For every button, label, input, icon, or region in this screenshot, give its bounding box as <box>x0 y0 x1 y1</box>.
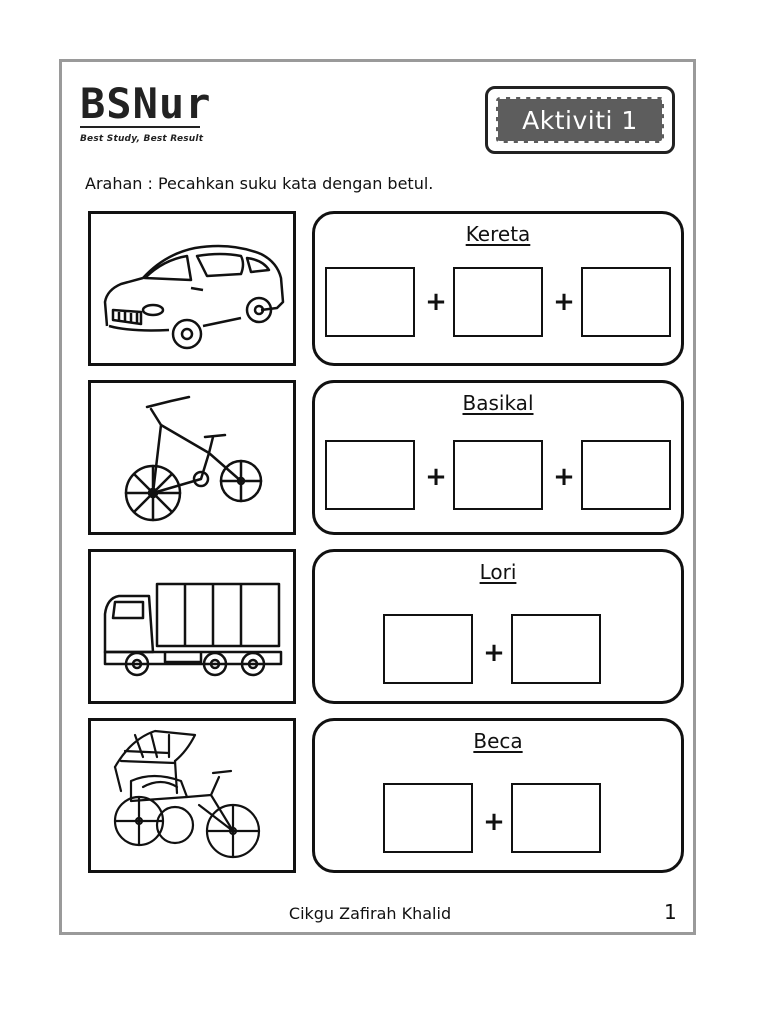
lorry-picture-frame <box>88 549 296 704</box>
word-title: Basikal <box>462 391 534 415</box>
bicycle-picture-frame <box>88 380 296 535</box>
word-title: Beca <box>473 729 523 753</box>
car-icon <box>91 214 293 363</box>
page-number: 1 <box>664 900 677 924</box>
syllable-box[interactable] <box>511 614 601 684</box>
lorry-icon <box>91 552 293 701</box>
teacher-name: Cikgu Zafirah Khalid <box>288 904 452 923</box>
word-title: Kereta <box>465 222 531 246</box>
plus-sign: + <box>425 462 447 492</box>
syllable-box[interactable] <box>453 440 543 510</box>
syllable-box[interactable] <box>383 614 473 684</box>
word-panel-beca <box>312 718 684 873</box>
instruction-text: Arahan : Pecahkan suku kata dengan betul. <box>85 174 434 193</box>
plus-sign: + <box>483 807 505 837</box>
word-panel-basikal <box>312 380 684 535</box>
plus-sign: + <box>483 638 505 668</box>
bicycle-icon <box>91 383 293 532</box>
logo-text: BSNur <box>80 79 212 128</box>
logo-tagline: Best Study, Best Result <box>80 134 204 144</box>
syllable-box[interactable] <box>511 783 601 853</box>
activity-badge <box>485 86 675 154</box>
syllable-box[interactable] <box>383 783 473 853</box>
syllable-box[interactable] <box>325 267 415 337</box>
activity-label: Aktiviti 1 <box>522 105 638 135</box>
car-picture-frame <box>88 211 296 366</box>
plus-sign: + <box>553 462 575 492</box>
trishaw-icon <box>91 721 293 870</box>
syllable-box[interactable] <box>325 440 415 510</box>
syllable-box[interactable] <box>453 267 543 337</box>
syllable-box[interactable] <box>581 267 671 337</box>
bsnur-logo <box>80 79 212 155</box>
word-panel-kereta <box>312 211 684 366</box>
plus-sign: + <box>553 287 575 317</box>
plus-sign: + <box>425 287 447 317</box>
trishaw-picture-frame <box>88 718 296 873</box>
word-title: Lori <box>479 560 517 584</box>
activity-badge-inner <box>496 97 664 143</box>
syllable-box[interactable] <box>581 440 671 510</box>
word-panel-lori <box>312 549 684 704</box>
